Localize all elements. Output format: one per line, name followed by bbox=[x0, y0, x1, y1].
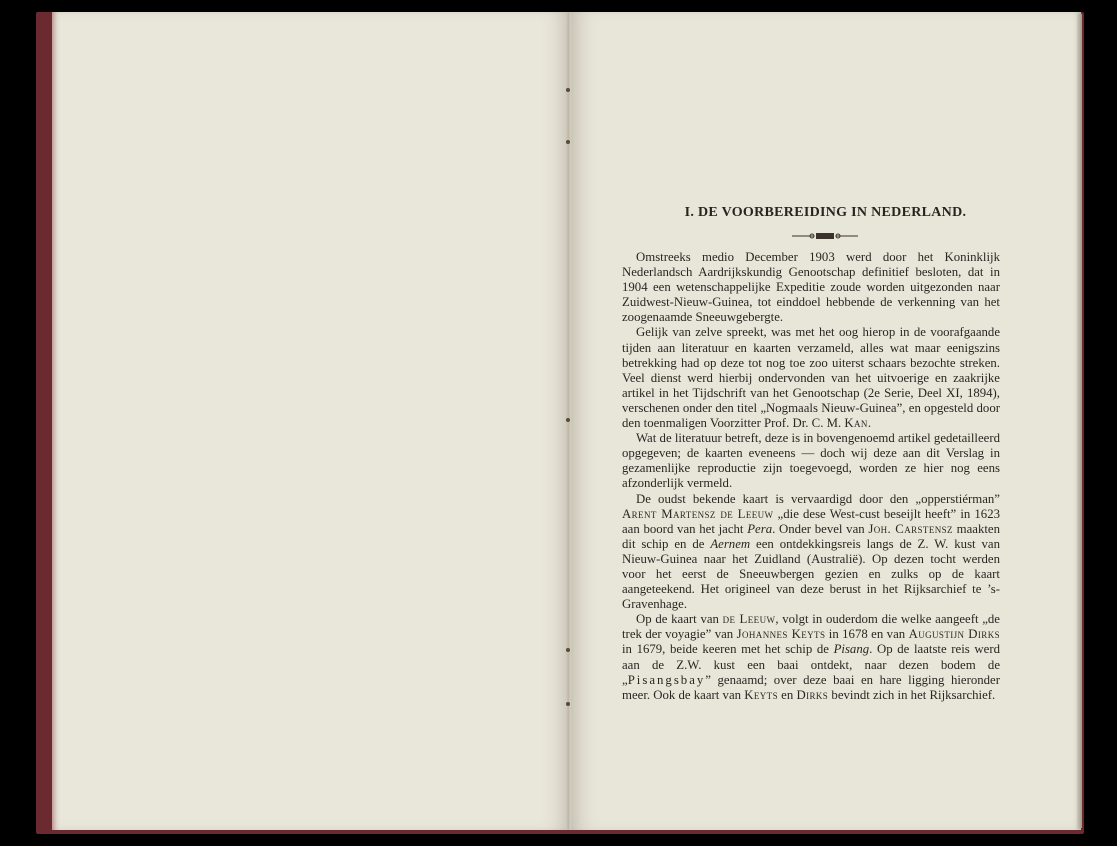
spaced-text: Pisangsbay bbox=[627, 672, 706, 687]
chapter-heading: I. DE VOORBEREIDING IN NEDERLAND. bbox=[684, 205, 967, 220]
name-smallcaps: Kan bbox=[844, 416, 868, 431]
text-run: bevindt zich in het Rijksarchief. bbox=[828, 687, 996, 702]
text-run: . Op de laatste reis werd aan de Z.W. kust een baai ontdekt, naar dezen bodem de „ bbox=[622, 642, 1000, 687]
name-smallcaps: Augustijn Dirks bbox=[908, 627, 1001, 642]
text-run: en bbox=[777, 687, 797, 702]
text-run: Op de kaart van bbox=[636, 612, 723, 627]
paragraph bbox=[622, 492, 1000, 613]
ship-name-italic: Pisang bbox=[833, 642, 870, 657]
text-run: . bbox=[867, 416, 872, 431]
name-smallcaps: Johannes Keyts bbox=[736, 627, 826, 642]
ship-name-italic: Aernem bbox=[710, 536, 751, 551]
name-smallcaps: Dirks bbox=[796, 687, 829, 702]
text-run: . Onder bevel van bbox=[772, 521, 869, 536]
paragraph bbox=[622, 250, 1000, 325]
text-run: Wat de literatuur betreft, deze is in bovengenoemd artikel gedetailleerd opgegeven; de kaarten eveneens — doch wij deze aan dit Verslag in gezamenlijke reproductie zijn toegevoegd, worden ze hier nog eens afzonderlijk vermeld. bbox=[622, 431, 1000, 491]
text-run: „die dese West-cust beseijlt heeft” in 1623 aan boord van het jacht bbox=[622, 506, 1000, 536]
ship-name-italic: Pera bbox=[747, 521, 773, 536]
name-smallcaps: Joh. Carstensz bbox=[868, 521, 953, 536]
binding-stitch bbox=[566, 88, 570, 92]
binding-stitch bbox=[566, 140, 570, 144]
text-run: maakten dit schip en de bbox=[622, 521, 1000, 551]
body-text bbox=[622, 250, 1000, 703]
paragraph bbox=[622, 431, 1000, 491]
text-run: Omstreeks medio December 1903 werd door het Koninklijk Nederlandsch Aardrijkskundig Genootschap definitief besloten, dat in 1904 een wetenschappelijke Expeditie zoude worden uitgezonden naar Zuidwest-Nieuw-Guinea, tot einddoel hebbende de verkenning van het zoogenaamde Sneeuwgebergte. bbox=[622, 250, 1000, 325]
paragraph bbox=[622, 325, 1000, 431]
text-run: ” genaamd; over deze baai en hare ligging hieronder meer. Ook de kaart van bbox=[622, 672, 1000, 702]
text-run: , volgt in ouderdom die welke aangeeft „de trek der voyagie” van bbox=[622, 612, 1000, 642]
text-run: in 1679, beide keeren met het schip de bbox=[622, 642, 834, 657]
decorative-divider-icon bbox=[790, 230, 860, 242]
left-page-blank bbox=[52, 12, 570, 830]
binding-stitch bbox=[566, 418, 570, 422]
paragraph bbox=[622, 612, 1000, 703]
page-edges bbox=[1077, 14, 1082, 828]
text-run: Gelijk van zelve spreekt, was met het oog hierop in de voorafgaande tijden aan literatuur en kaarten verzameld, alles wat maar eenigszins betrekking had op deze tot nog toe zoo uiterst schaars bezochte streken. Veel dienst werd hierbij ondervonden van het uitvoerige en zaakrijke artikel in het Tijdschrift van het Genootschap (2e Serie, Deel XI, 1894), verschenen onder den titel „Nogmaals Nieuw-Guinea”, en opgesteld door den toenmaligen Voorzitter Prof. Dr. C. M. bbox=[622, 325, 1000, 431]
text-run: De oudst bekende kaart is vervaardigd door den „opperstiérman” bbox=[636, 491, 1000, 506]
binding-stitch bbox=[566, 702, 570, 706]
text-run: in 1678 en van bbox=[825, 627, 909, 642]
text-run: een ontdekkingsreis langs de Z. W. kust van Nieuw-Guinea naar het Zuidland (Australië). Op dezen tocht werden voor het eerst de Sneeuwbergen gezien en zulks op de kaart aangeteekend. Het origineel van deze berust in het Rijksarchief te ’s-Gravenhage. bbox=[622, 536, 1000, 612]
name-smallcaps: de Leeuw bbox=[722, 612, 776, 627]
name-smallcaps: Keyts bbox=[744, 687, 778, 702]
name-smallcaps: Arent Martensz de Leeuw bbox=[622, 506, 774, 521]
binding-stitch bbox=[566, 648, 570, 652]
